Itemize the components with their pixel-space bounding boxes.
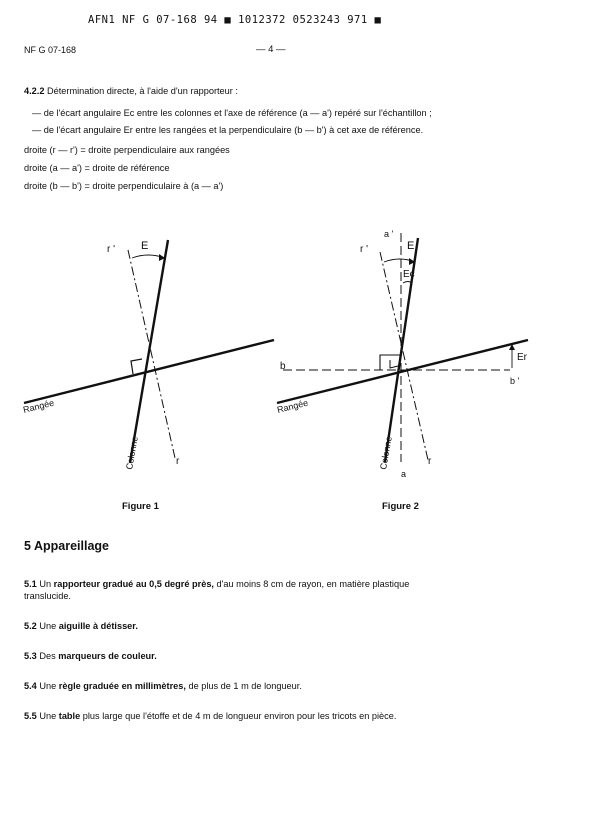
paragraph-5-1 [24, 578, 524, 602]
item-text: Un [39, 579, 52, 589]
label-E: E [141, 240, 149, 252]
item-number: 5.1 [24, 579, 37, 589]
label-Ec: Ec [403, 269, 415, 280]
item-text: Une [39, 621, 57, 631]
page-number: — 4 — [256, 44, 286, 55]
label-r: r [176, 456, 180, 467]
item-text: Une [39, 681, 57, 691]
definition-line: droite (a — a') = droite de référence [24, 163, 170, 173]
item-bold-text: marqueurs de couleur. [58, 651, 157, 661]
paragraph-5-3 [24, 650, 524, 662]
item-text: d'au moins 8 cm de rayon, en matière plastique [216, 579, 410, 589]
section-title: Détermination directe, à l'aide d'un rapporteur : [47, 86, 238, 96]
label-rangee: Rangée [22, 397, 56, 415]
paragraph-5-2 [24, 620, 524, 632]
item-number: 5.5 [24, 711, 37, 721]
label-b: b [280, 361, 286, 372]
item-text: Des [39, 651, 56, 661]
item-text: plus large que l'étoffe et de 4 m de longueur environ pour les tricots en pièce. [82, 711, 397, 721]
r-line-dash-dot [380, 252, 428, 460]
paragraph-5-4 [24, 680, 524, 692]
item-text: de plus de 1 m de longueur. [188, 681, 302, 691]
item-number: 5.4 [24, 681, 37, 691]
label-Er: Er [517, 352, 527, 363]
colonne-line [130, 240, 168, 463]
label-colonne: Colonne [378, 435, 394, 471]
label-a-prime: a ' [384, 229, 394, 239]
figure-1-caption: Figure 1 [122, 501, 159, 512]
item-number: 5.2 [24, 621, 37, 631]
standard-reference: NF G 07-168 [24, 45, 77, 55]
label-r-prime: r ' [107, 244, 116, 255]
label-r: r [428, 456, 432, 467]
item-bold-text: aiguille à détisser. [58, 621, 138, 631]
definition-line: droite (r — r') = droite perpendiculaire aux rangées [24, 145, 230, 155]
label-b-prime: b ' [510, 376, 520, 386]
section-number: 4.2.2 [24, 86, 45, 96]
label-rangee: Rangée [276, 397, 310, 415]
label-colonne: Colonne [124, 435, 140, 471]
figure-1-diagram [24, 240, 274, 463]
label-a: a [401, 469, 407, 479]
list-item: — de l'écart angulaire Er entre les rangées et la perpendiculaire (b — b') à cet axe de référence. [32, 125, 424, 135]
figure-2-diagram [277, 233, 528, 462]
right-angle-mark [131, 359, 142, 374]
item-number: 5.3 [24, 651, 37, 661]
document-code-header: AFN1 NF G 07-168 94 ■ 1012372 0523243 971 ■ [88, 14, 382, 26]
list-item: — de l'écart angulaire Ec entre les colonnes et l'axe de référence (a — a') repéré sur l'échantillon ; [32, 108, 432, 118]
section-5-title: 5 Appareillage [24, 539, 109, 553]
label-r-prime: r ' [360, 244, 369, 255]
paragraph-5-5 [24, 710, 524, 722]
item-text: translucide. [24, 591, 71, 601]
item-text: Une [39, 711, 57, 721]
definition-line: droite (b — b') = droite perpendiculaire à (a — a') [24, 181, 224, 191]
item-bold-text: table [58, 711, 81, 721]
item-bold-text: règle graduée en millimètres, [58, 681, 186, 691]
item-bold-text: rapporteur gradué au 0,5 degré près, [53, 579, 214, 589]
label-E: E [407, 240, 415, 252]
right-angle-mark-inner [390, 360, 398, 368]
figure-2-caption: Figure 2 [382, 501, 419, 512]
